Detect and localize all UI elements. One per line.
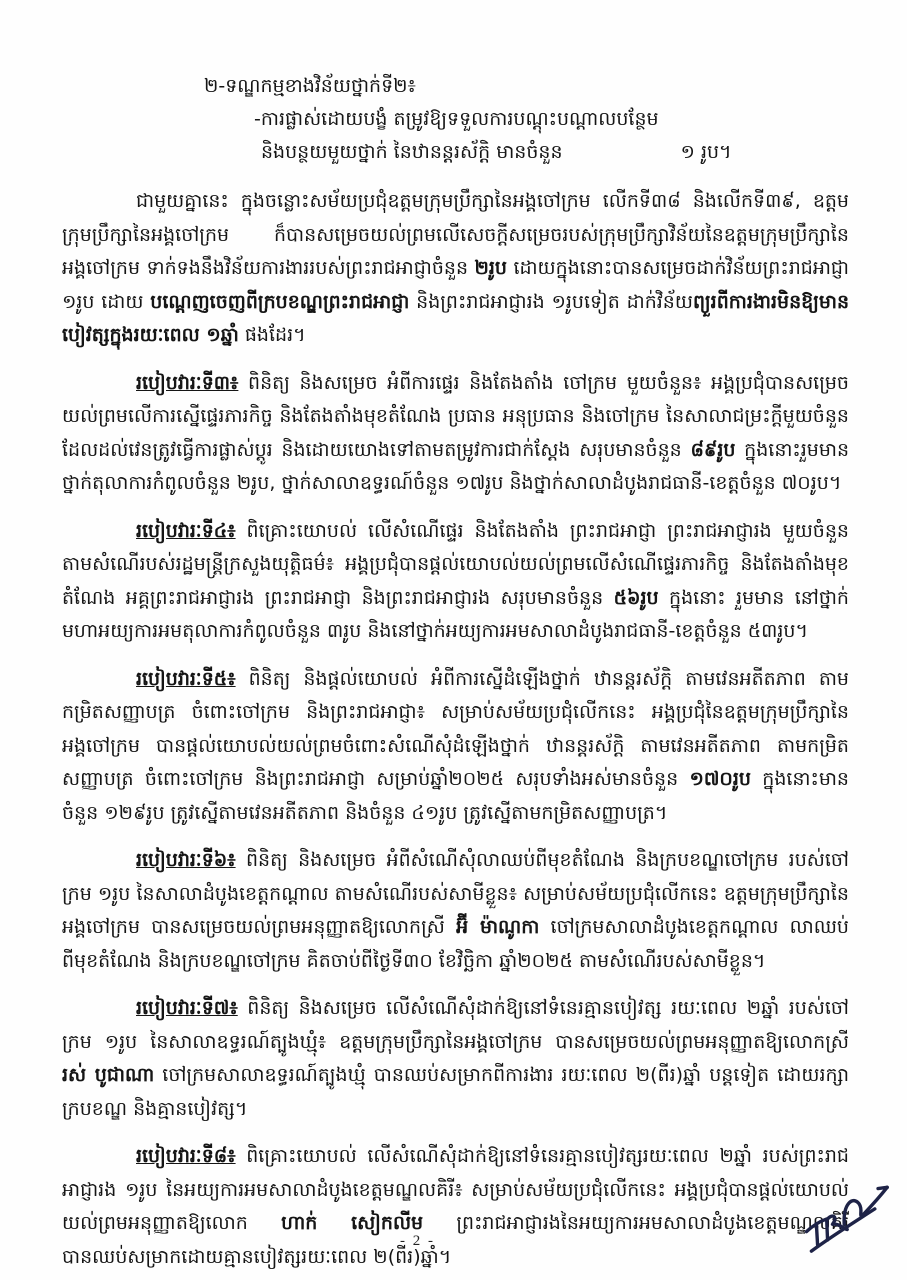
body-text: ក្នុងនោះមានចំនួន ១២៩រូប ត្រូវស្នើតាមវេនអតីតភាព និងចំនួន ៤១រូប ត្រូវស្នើតាមកម្រិតសញ្ញាបត្រ។ (62, 768, 849, 824)
paragraph-agenda-item-8 (62, 1140, 856, 1274)
body-text: ចៅក្រមសាលាដំបូងខេត្តកណ្តាល លាឈប់ពីមុខតំណែង និងក្របខណ្ឌចៅក្រម គិតចាប់ពីថ្ងៃទី៣០ ខែវិច្ឆិកា ឆ្នាំ២០២៥ តាមសំណើរបស់សាមីខ្លួន។ (62, 916, 849, 972)
paragraph-agenda-item-4 (62, 515, 856, 649)
body-text: ចៅក្រមសាលាឧទ្ធរណ៍ត្បូងឃ្មុំ បានឈប់សម្រាកពីការងារ រយៈពេល ២(ពីរ)ឆ្នាំ បន្តទៀត ដោយរក្សាក្របខណ្ឌ និងគ្មានបៀវត្ស។ (62, 1064, 849, 1120)
emphasis-text: របៀបវារៈទី៤៖ (136, 519, 236, 542)
section-heading-count: ១ រូប។ (680, 141, 732, 163)
section-heading-line1: ២-ទណ្ឌកម្មខាងវិន័យថ្នាក់ទី២៖ (204, 75, 416, 97)
emphasis-text: របៀបវារៈទី៥៖ (136, 667, 236, 690)
body-text: ពិនិត្យ និងសម្រេច លើសំណើសុំដាក់ឱ្យនៅទំនេរគ្មានបៀវត្ស រយៈពេល ២ឆ្នាំ របស់ចៅក្រម ១រូប នៃសាលាឧទ្ធរណ៍ត្បូងឃ្មុំ៖ ឧត្តមក្រុមប្រឹក្សានៃអង្គចៅក្រម បានសម្រេចយល់ព្រមអនុញ្ញាតឱ្យលោកស្រី (62, 997, 856, 1053)
body-text: ជាមួយគ្នានេះ ក្នុងចន្លោះសម័យប្រជុំឧត្តមក្រុមប្រឹក្សានៃអង្គចៅក្រម លើកទី៣៨ និងលើកទី៣៩, ឧត្តមក្រុមប្រឹក្សានៃអង្គចៅក្រម ក៏បានសម្រេចយល់ព្រមលើសេចក្តីសម្រេចរបស់ក្រុមប្រឹក្សាវិន័យនៃឧត្តមក្រុមប្រឹក្សានៃអង្គចៅក្រម ទាក់ទងនឹងវិន័យការងាររបស់ព្រះរាជអាជ្ញាចំនួន (62, 190, 849, 279)
emphasis-text: របៀបវារៈទី៣៖ (136, 371, 239, 394)
body-text: ផងដែរ។ (238, 324, 306, 346)
section-heading-line3-text: និងបន្ថយមួយថ្នាក់ នៃឋានន្តរស័ក្តិ មានចំនួន (261, 141, 563, 163)
body-text: ក្នុងនោះរួមមាន ថ្នាក់តុលាការកំពូលចំនួន ២រូប, ថ្នាក់សាលាឧទ្ធរណ៍ចំនួន ១៧រូប និងថ្នាក់សាលាដំបូងរាជធានី-ខេត្តចំនួន ៧០រូប។ (62, 438, 856, 494)
body-text: ពិនិត្យ និងសម្រេច អំពីការផ្ទេរ និងតែងតាំង ចៅក្រម មួយចំនួន៖ អង្គប្រជុំបានសម្រេចយល់ព្រមលើការស្នើផ្ទេរភារកិច្ច និងតែងតាំងមុខតំណែង ប្រធាន អនុប្រធាន និងចៅក្រម នៃសាលាជម្រះក្តីមួយចំនួនដែលដល់វេនត្រូវធ្វើការផ្លាស់ប្តូរ និងដោយយោងទៅតាមតម្រូវការជាក់ស្តែង សរុបមានចំនួន (62, 371, 849, 461)
emphasis-text: របៀបវារៈទី៨៖ (136, 1145, 236, 1167)
emphasis-text: របៀបវារៈទី៦៖ (136, 849, 236, 871)
emphasis-text: ព្យួរពីការងារមិនឱ្យមានបៀវត្សក្នុងរយៈពេល ១ឆ្នាំ (62, 290, 849, 346)
paragraph-agenda-item-6 (62, 844, 849, 978)
body-text: និងព្រះរាជអាជ្ញារង ១រូបទៀត ដាក់វិន័យ (409, 290, 693, 313)
signature-icon (793, 1169, 905, 1259)
emphasis-text: ហាក់ សៀកលីម (281, 1212, 424, 1234)
paragraph-agenda-item-7 (62, 992, 856, 1126)
body-text: ពិគ្រោះយោបល់ លើសំណើសុំដាក់ឱ្យនៅទំនេរគ្មានបៀវត្សរយៈពេល ២ឆ្នាំ របស់ព្រះរាជអាជ្ញារង ១រូប នៃអយ្យការអមសាលាដំបូងខេត្តមណ្ឌលគិរី៖ សម្រាប់សម័យប្រជុំលើកនេះ អង្គប្រជុំបានផ្តល់យោបល់យល់ព្រមអនុញ្ញាតឱ្យលោក (62, 1145, 849, 1234)
body-text: ព្រះរាជអាជ្ញារងនៃអយ្យការអមសាលាដំបូងខេត្តមណ្ឌលគិរី បានឈប់សម្រាកដោយគ្មានបៀវត្សរយៈពេល ២(ពីរ)ឆ្នាំ។ (62, 1212, 856, 1268)
page-number: - 2 - (400, 1233, 435, 1249)
section-heading-line2: -ការផ្លាស់ដោយបង្ខំ តម្រូវឱ្យទទួលការបណ្តុះបណ្តាលបន្ថែម (254, 108, 659, 130)
emphasis-text: របៀបវារៈទី៧៖ (136, 997, 238, 1019)
emphasis-text: ២រូប (474, 257, 507, 279)
emphasis-text: ៥៦រូប (613, 586, 659, 609)
emphasis-text: ៨៩រូប (690, 438, 736, 461)
paragraph-agenda-item-5 (62, 663, 849, 831)
body-text: ក្នុងនោះ រួមមាន នៅថ្នាក់មហាអយ្យការអមតុលាការកំពូលចំនួន ៣រូប និងនៅថ្នាក់អយ្យការអមសាលាដំបូងរាជធានី-ខេត្តចំនួន ៥៣រូប។ (62, 586, 849, 642)
body-text: ពិនិត្យ និងសម្រេច អំពីសំណើសុំលាឈប់ពីមុខតំណែង និងក្របខណ្ឌចៅក្រម របស់ចៅក្រម ១រូប នៃសាលាដំបូងខេត្តកណ្តាល តាមសំណើរបស់សាមីខ្លួន៖ សម្រាប់សម័យប្រជុំលើកនេះ ឧត្តមក្រុមប្រឹក្សានៃអង្គចៅក្រម បានសម្រេចយល់ព្រមអនុញ្ញាតឱ្យលោកស្រី (62, 849, 849, 938)
emphasis-text: រស់ បូជាណា (62, 1064, 155, 1086)
paragraph-intro (62, 185, 856, 353)
body-text: ដោយក្នុងនោះបានសម្រេចដាក់វិន័យព្រះរាជអាជ្ញា ១រូប ដោយ (62, 257, 856, 313)
section-heading (204, 70, 849, 169)
emphasis-text: ១៧០រូប (689, 768, 751, 790)
document-body (62, 70, 856, 1280)
body-text: ពិនិត្យ និងផ្តល់យោបល់ អំពីការស្នើដំឡើងថ្នាក់ ឋានន្តរស័ក្តិ តាមវេនអតីតភាព តាមកម្រិតសញ្ញាបត្រ ចំពោះចៅក្រម និងព្រះរាជអាជ្ញា៖ សម្រាប់សម័យប្រជុំលើកនេះ អង្គប្រជុំនៃឧត្តមក្រុមប្រឹក្សានៃអង្គចៅក្រម បានផ្តល់យោបល់យល់ព្រមចំពោះសំណើសុំដំឡើងថ្នាក់ ឋានន្តរស័ក្តិ តាមវេនអតីតភាព តាមកម្រិតសញ្ញាបត្រ ចំពោះចៅក្រម និងព្រះរាជអាជ្ញា សម្រាប់ឆ្នាំ២០២៥ សរុបទាំងអស់មានចំនួន (62, 667, 849, 790)
paragraph-agenda-item-3 (62, 367, 856, 501)
emphasis-text: អ៊ី ម៉ាណូកា (456, 916, 540, 938)
emphasis-text: បណ្តេញចេញពីក្របខណ្ឌព្រះរាជអាជ្ញា (150, 290, 410, 313)
body-text: ពិគ្រោះយោបល់ លើសំណើផ្ទេរ និងតែងតាំង ព្រះរាជអាជ្ញា ព្រះរាជអាជ្ញារង មួយចំនួន តាមសំណើរបស់រដ្ឋមន្ត្រីក្រសួងយុត្តិធម៌៖ អង្គប្រជុំបានផ្តល់យោបល់យល់ព្រមលើសំណើផ្ទេរភារកិច្ច និងតែងតាំងមុខតំណែង អគ្គព្រះរាជអាជ្ញារង ព្រះរាជអាជ្ញា និងព្រះរាជអាជ្ញារង សរុបមានចំនួន (62, 519, 856, 609)
section-heading-line3 (261, 136, 849, 169)
